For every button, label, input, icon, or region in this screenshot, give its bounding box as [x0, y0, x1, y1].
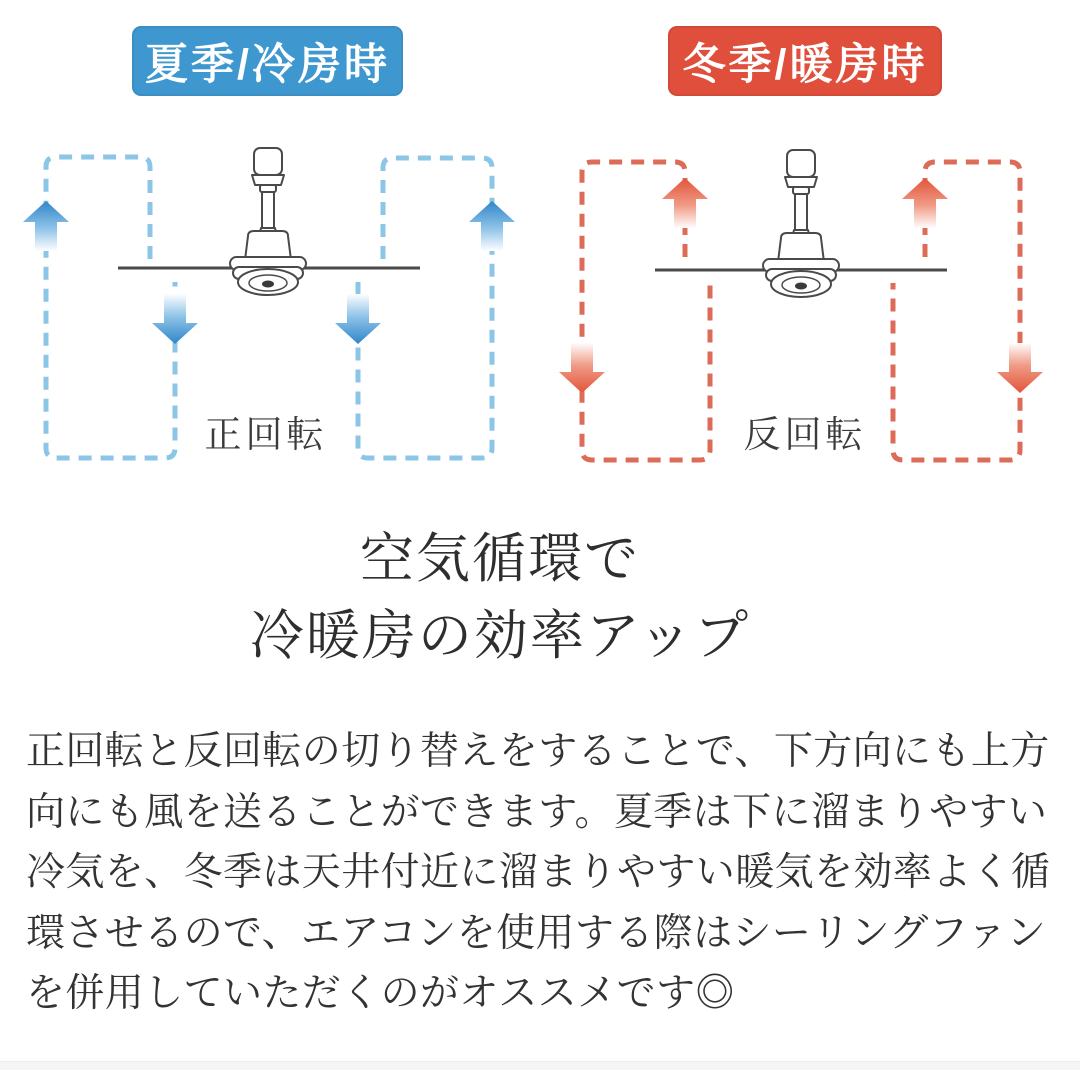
heading-line-2: 冷暖房の効率アップ — [249, 606, 751, 666]
body-line: 正回転と反回転の切り替えをすることで、下方向にも上方 — [26, 730, 1050, 773]
body-line: 向にも風を送ることができます。夏季は下に溜まりやすい — [26, 790, 1048, 834]
winter-heating-badge: 冬季/暖房時 — [668, 26, 942, 96]
body-line: を併用していただくのがオススメです◎ — [26, 972, 735, 1015]
ceiling-fan — [230, 148, 306, 295]
winter-airflow-loop-right — [893, 162, 1020, 460]
up-arrow-outer-right — [469, 201, 515, 251]
down-arrow-outer-left — [559, 343, 605, 393]
winter-airflow-diagram — [540, 135, 1080, 495]
section-heading — [0, 521, 1040, 675]
up-arrow-inner-left — [662, 178, 708, 228]
next-section-edge — [0, 1061, 1080, 1070]
body-line: 冷気を、冬季は天井付近に溜まりやすい暖気を効率よく循 — [26, 851, 1051, 894]
down-arrow-inner-left — [152, 294, 198, 344]
reverse-rotation-label: 反回転 — [743, 414, 867, 455]
heading-line-1: 空気循環で — [360, 529, 640, 589]
ceiling-fan — [763, 150, 839, 297]
up-arrow-outer-left — [23, 201, 69, 251]
summer-airflow-diagram — [0, 135, 540, 495]
description-paragraph — [26, 722, 1056, 1025]
forward-rotation-label: 正回転 — [204, 414, 328, 455]
summer-airflow-loop-right — [358, 158, 492, 458]
body-line: 環させるので、エアコンを使用する際はシーリングファン — [26, 911, 1047, 955]
summer-cooling-badge: 夏季/冷房時 — [132, 26, 403, 96]
down-arrow-outer-right — [997, 343, 1043, 393]
down-arrow-inner-right — [335, 294, 381, 344]
summer-airflow-loop-left — [46, 157, 175, 458]
up-arrow-inner-right — [902, 178, 948, 228]
